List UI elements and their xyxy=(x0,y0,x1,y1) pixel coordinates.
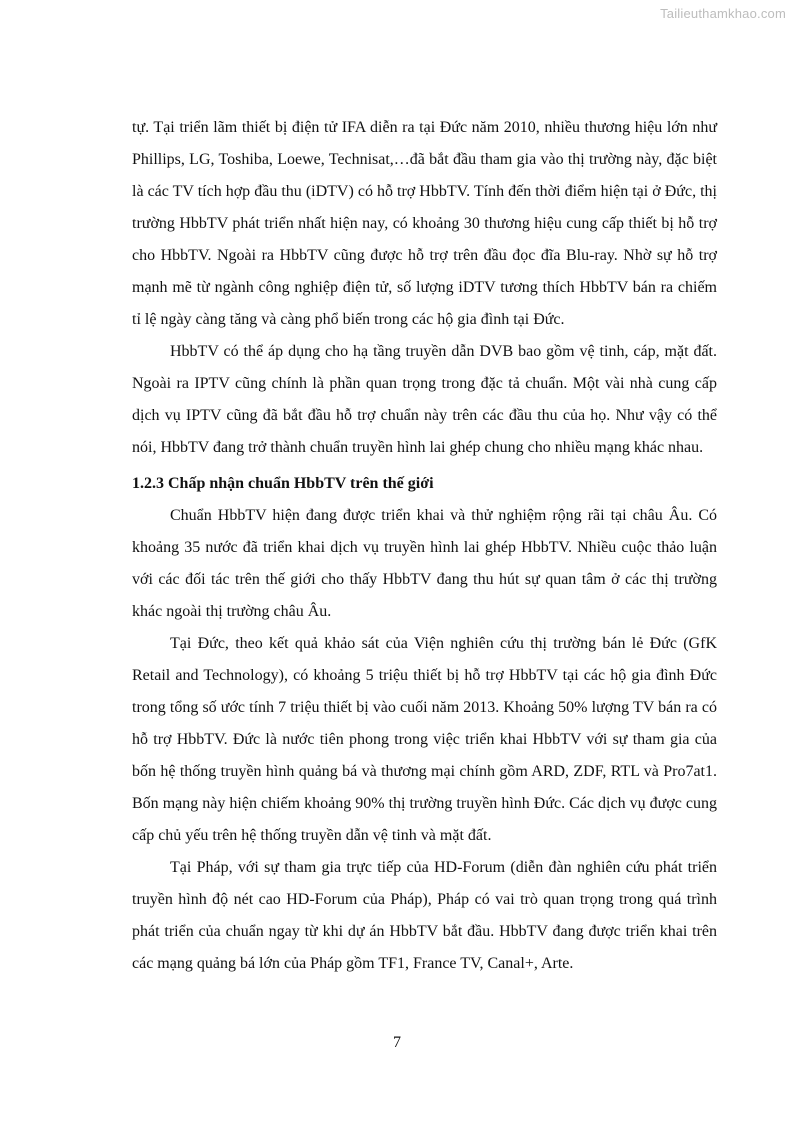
section-heading: 1.2.3 Chấp nhận chuẩn HbbTV trên thế giới xyxy=(132,475,434,492)
paragraph-europe: Chuẩn HbbTV hiện đang được triển khai và thử nghiệm rộng rãi tại châu Âu. Có khoảng 35 nước đã triển khai dịch vụ truyền hình lai ghép HbbTV. Nhiều cuộc thảo luận với các đối tác trên thế giới cho thấy HbbTV đang thu hút sự quan tâm ở các thị trường khác ngoài thị trường châu Âu. xyxy=(132,507,717,620)
paragraph-dvb: HbbTV có thể áp dụng cho hạ tầng truyền dẫn DVB bao gồm vệ tinh, cáp, mặt đất. Ngoài ra IPTV cũng chính là phần quan trọng trong đặc tả chuẩn. Một vài nhà cung cấp dịch vụ IPTV cũng đã bắt đầu hỗ trợ chuẩn này trên các đầu thu của họ. Như vậy có thể nói, HbbTV đang trở thành chuẩn truyền hình lai ghép chung cho nhiều mạng khác nhau. xyxy=(132,343,717,456)
page-number: 7 xyxy=(393,1034,401,1051)
document-body xyxy=(132,112,717,980)
paragraph-continuation: tự. Tại triển lãm thiết bị điện tử IFA diễn ra tại Đức năm 2010, nhiều thương hiệu lớn như Phillips, LG, Toshiba, Loewe, Technisat,…đã bắt đầu tham gia vào thị trường này, đặc biệt là các TV tích hợp đầu thu (iDTV) có hỗ trợ HbbTV. Tính đến thời điểm hiện tại ở Đức, thị trường HbbTV phát triển nhất hiện nay, có khoảng 30 thương hiệu cung cấp thiết bị hỗ trợ cho HbbTV. Ngoài ra HbbTV cũng được hỗ trợ trên đầu đọc đĩa Blu-ray. Nhờ sự hỗ trợ mạnh mẽ từ ngành công nghiệp điện tử, số lượng iDTV tương thích HbbTV bán ra chiếm tỉ lệ ngày càng tăng và càng phổ biến trong các hộ gia đình tại Đức. xyxy=(132,119,717,328)
watermark-text: Tailieuthamkhao.com xyxy=(660,6,786,21)
paragraph-germany: Tại Đức, theo kết quả khảo sát của Viện nghiên cứu thị trường bán lẻ Đức (GfK Retail and Technology), có khoảng 5 triệu thiết bị hỗ trợ HbbTV tại các hộ gia đình Đức trong tổng số ước tính 7 triệu thiết bị vào cuối năm 2013. Khoảng 50% lượng TV bán ra có hỗ trợ HbbTV. Đức là nước tiên phong trong việc triển khai HbbTV với sự tham gia của bốn hệ thống truyền hình quảng bá và thương mại chính gồm ARD, ZDF, RTL và Pro7at1. Bốn mạng này hiện chiếm khoảng 90% thị trường truyền hình Đức. Các dịch vụ được cung cấp chủ yếu trên hệ thống truyền dẫn vệ tinh và mặt đất. xyxy=(132,635,717,844)
paragraph-france: Tại Pháp, với sự tham gia trực tiếp của HD-Forum (diễn đàn nghiên cứu phát triển truyền hình độ nét cao HD-Forum của Pháp), Pháp có vai trò quan trọng trong quá trình phát triển của chuẩn ngay từ khi dự án HbbTV bắt đầu. HbbTV đang được triển khai trên các mạng quảng bá lớn của Pháp gồm TF1, France TV, Canal+, Arte. xyxy=(132,859,717,972)
